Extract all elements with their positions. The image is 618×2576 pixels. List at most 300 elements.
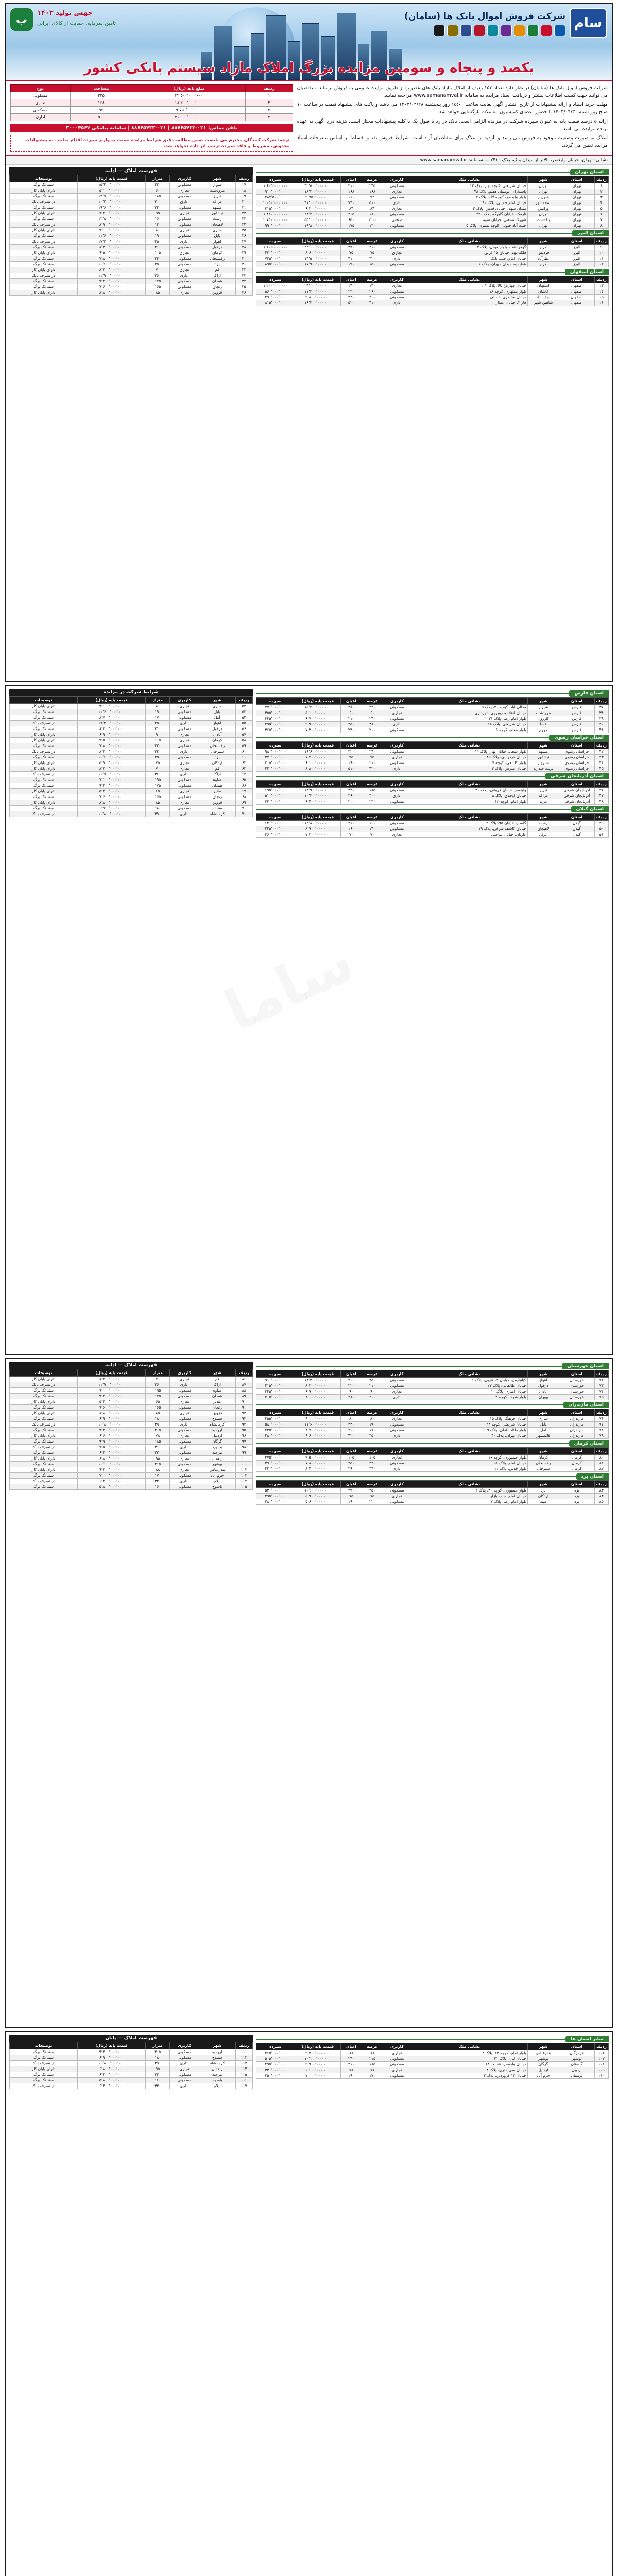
side-property-cell: ۱۰۳ (235, 1473, 252, 1479)
summary-table-header: ردیف (246, 85, 293, 92)
property-cell: تبریز (527, 788, 559, 793)
property-cell: ۱۳۰ (362, 223, 383, 228)
property-cell: گیلان (559, 821, 594, 826)
property-cell: ۲۱۰ (340, 716, 362, 722)
side-property-cell: ۳۲۰ (146, 2083, 170, 2089)
side-property-cell: ۵۵ (235, 721, 252, 726)
side-property-cell: ۱۱٬۹۰۰٬۰۰۰٬۰۰۰ (78, 772, 146, 777)
property-row (256, 749, 608, 755)
property-row (256, 1499, 608, 1505)
property-cell: ۳۶۰٬۰۰۰٬۰۰۰ (256, 832, 295, 838)
property-cell: ۹٬۳۰۰٬۰۰۰٬۰۰۰ (295, 2050, 341, 2056)
property-cell: خیابان شریعتی، کوچه ۲۴ (411, 1422, 527, 1428)
property-cell: کرج (527, 261, 559, 267)
property-cell: ۲۱۰ (362, 760, 383, 766)
property-cell: معالی آباد، کوچه ۲۰، پلاک ۹ (411, 705, 527, 710)
side-property-cell: ۹۰ (146, 732, 170, 738)
region-rule (256, 233, 573, 234)
property-table-header-row (256, 814, 608, 821)
region-rule (256, 1476, 576, 1477)
side-property-cell: کرمان (199, 738, 235, 743)
property-cell: بلوار امام، کوچه ۱۲ (411, 799, 527, 805)
property-cell: ۲۱۰ (362, 1383, 383, 1389)
side-property-cell: ۲۵۰ (146, 755, 170, 760)
property-cell: مسکونی (383, 727, 411, 733)
side-property-cell: ۹۸ (235, 1445, 252, 1450)
property-cell: ۲۵۰ (362, 1488, 383, 1494)
property-cell: ۱۰٬۲۰۰٬۰۰۰٬۰۰۰ (295, 793, 341, 799)
property-row (256, 294, 608, 300)
property-cell: ۲۰۰ (362, 727, 383, 733)
side-property-cell: ۱۰۵ (146, 250, 170, 256)
property-cell: ۸۰ (362, 1416, 383, 1422)
side-property-cell: ۱۷۵ (146, 1394, 170, 1399)
property-cell: ۹٬۹۰۰٬۰۰۰٬۰۰۰ (295, 722, 341, 727)
property-table-header: ردیف (594, 276, 608, 283)
side-property-cell: قم (199, 766, 235, 772)
side-property-cell: سند تک برگ (10, 256, 78, 261)
intro-paragraph: مهلت خرید اسناد و ارائه پیشنهادات از تاریخ انتشار آگهی لغایت ساعت ۱۵:۰۰ روز پنجشنبه ۱۴۰۳/۰۴/۲۸ می باشد و پاکت های پیشنهاد قیمت در ساعت ۱۰ صبح روز شنبه ۱۴۰۳/۰۴/۳۰ با حضور اعضای کمیسیون معاملات بازگشایی خواهد شد. (297, 101, 608, 115)
side-property-cell: سند تک برگ (10, 1405, 78, 1411)
property-cell: ۹ (594, 244, 608, 250)
property-cell: خیابان کاشف شرقی، پلاک ۱۹ (411, 826, 527, 832)
side-property-cell: مسکونی (170, 1394, 199, 1399)
side-property-cell: ۶۵ (146, 1399, 170, 1405)
property-cell: ۳۲۰ (340, 749, 362, 755)
property-cell: مراغه (527, 793, 559, 799)
summary-table-cell: ۱۸٬۲۰۰٬۰۰۰٬۰۰۰ (132, 99, 246, 107)
side-property-cell: ۹۵ (146, 1456, 170, 1462)
side-property-cell: مسکونی (170, 256, 199, 261)
property-cell: ۴۴ (594, 760, 608, 766)
property-table-header: شهر (527, 1481, 559, 1488)
property-cell: ۲۴۵ (362, 183, 383, 189)
side-property-cell: ۸۵ (146, 800, 170, 806)
property-cell: پاسداران، بوستان هفتم، پلاک ۴۸ (411, 189, 527, 194)
property-cell: ۱۷۵ (340, 223, 362, 228)
property-table-header: عرصه (362, 237, 383, 244)
side-property-cell: سند تک برگ (10, 755, 78, 760)
property-table-header: قیمت پایه (ریال) (295, 1481, 341, 1488)
property-cell: ۲۱۰ (362, 244, 383, 250)
side-property-table (9, 1369, 253, 1490)
property-row (256, 1428, 608, 1433)
side-property-row (10, 1382, 253, 1388)
property-table-header: شهر (527, 1370, 559, 1378)
summary-table-cell: ۳ (246, 107, 293, 114)
property-cell: ۵٬۱۰۰٬۰۰۰٬۰۰۰ (295, 710, 341, 716)
side-property-cell: اداری (170, 1479, 199, 1484)
side-property-cell: دارای پایان کار (10, 732, 78, 738)
side-property-cell: زنجان (199, 284, 235, 290)
summary-table-cell: مسکونی (11, 107, 71, 114)
side-property-cell: تجاری (170, 760, 199, 766)
property-table-header: اعیان (340, 237, 362, 244)
side-property-row (10, 290, 253, 295)
property-cell: ۱۶۸ (362, 189, 383, 194)
property-cell: اداری (383, 256, 411, 261)
property-cell: مسکونی (383, 261, 411, 267)
side-property-cell: مسکونی (170, 2072, 199, 2078)
property-cell: ساری (527, 1416, 559, 1422)
property-row (256, 760, 608, 766)
property-table-header: استان (559, 2043, 594, 2050)
property-cell: خراسان رضوی (559, 755, 594, 760)
property-cell: خیابان طالقانی، پلاک ۲۷ (411, 1383, 527, 1389)
side-property-cell: اداری (170, 1382, 199, 1388)
property-row (256, 799, 608, 805)
property-cell: ۴۹۰٬۰۰۰٬۰۰۰ (256, 294, 295, 300)
summary-table-row (11, 92, 293, 99)
side-property-row (10, 1456, 253, 1462)
side-property-cell: سند تک برگ (10, 233, 78, 239)
side-property-cell: دارای پایان کار (10, 760, 78, 766)
side-property-cell: ۸۰ (146, 704, 170, 709)
property-table-header: ردیف (594, 781, 608, 788)
side-property-cell: ۵۹ (235, 743, 252, 749)
property-cell: ۴۲۰٬۰۰۰٬۰۰۰ (256, 1466, 295, 1472)
side-property-cell: سند تک برگ (10, 806, 78, 811)
property-cell: ۱۹۰ (340, 2073, 362, 2079)
property-cell: مازندران (559, 1428, 594, 1433)
side-property-cell: در تصرف بانک (10, 239, 78, 244)
property-cell: ۷٬۰۰۰٬۰۰۰٬۰۰۰ (295, 2073, 341, 2079)
property-cell: ۴۰۵٬۰۰۰٬۰۰۰ (256, 1395, 295, 1400)
property-cell: ۵۱ (594, 832, 608, 838)
side-property-cell: مسکونی (170, 261, 199, 267)
side-property-cell: ۹۹ (235, 1450, 252, 1456)
side-property-cell: ۱۹۵ (146, 1388, 170, 1394)
property-cell: ۴۳۰٬۰۰۰٬۰۰۰ (256, 250, 295, 256)
property-cell: ۷۵ (594, 1395, 608, 1400)
property-table (256, 2043, 609, 2079)
property-cell: ۱۱٬۶۰۰٬۰۰۰٬۰۰۰ (295, 1422, 341, 1428)
side-property-cell: ۵۴ (235, 715, 252, 721)
property-cell: مسکونی (383, 799, 411, 805)
side-property-cell: ۱۱٬۶۰۰٬۰۰۰٬۰۰۰ (78, 233, 146, 239)
side-property-cell: سند تک برگ (10, 2072, 78, 2078)
side-property-cell: ۶٬۴۰۰٬۰۰۰٬۰۰۰ (78, 2072, 146, 2078)
side-property-row (10, 1416, 253, 1422)
property-table-header: عرصه (362, 742, 383, 749)
property-table-header-row (256, 781, 608, 788)
property-cell: ۳۳۰٬۰۰۰٬۰۰۰ (256, 2067, 295, 2073)
side-property-cell: سند تک برگ (10, 1428, 78, 1433)
property-cell: ۱۶۸ (340, 189, 362, 194)
property-cell: ۷۸ (594, 1428, 608, 1433)
side-property-cell: ۹۵ (146, 2066, 170, 2072)
side-property-cell: تجاری (170, 1411, 199, 1416)
side-property-cell: اداری (170, 273, 199, 278)
side-property-cell: ۴۵۰ (146, 239, 170, 244)
side-property-cell: اداری (170, 811, 199, 817)
property-table (256, 697, 609, 733)
property-table-header: قیمت پایه (ریال) (295, 176, 341, 183)
side-property-cell: سند تک برگ (10, 1388, 78, 1394)
side-property-cell: ۷٬۶۰۰٬۰۰۰٬۰۰۰ (78, 1405, 146, 1411)
side-property-cell: ۲۲ (235, 210, 252, 216)
property-cell: فسا (527, 722, 559, 727)
side-property-cell: ۷۵ (146, 760, 170, 766)
side-property-cell: ۶۵ (146, 789, 170, 794)
property-cell: میدان شهدا، خیابان قدس، پلاک ۳ (411, 206, 527, 211)
property-cell: ۹۰ (340, 1389, 362, 1395)
property-cell: ۴۱۰ (362, 300, 383, 306)
side-property-cell: تجاری (170, 789, 199, 794)
side-property-cell: مسکونی (170, 2078, 199, 2083)
property-row (256, 710, 608, 716)
property-cell: عظیمیه، میدان مهران، پلاک ۶ (411, 261, 527, 267)
region-header (256, 1440, 609, 1447)
property-table-header-row (256, 176, 608, 183)
property-cell: مسکونی (383, 705, 411, 710)
property-cell: مسکونی (383, 826, 411, 832)
property-table-header: ردیف (594, 742, 608, 749)
property-table-header: قیمت پایه (ریال) (295, 742, 341, 749)
side-property-cell: ۷۰ (146, 1377, 170, 1382)
property-table (256, 1409, 609, 1439)
side-property-cell: مسکونی (170, 709, 199, 715)
property-cell: ۵٬۶۰۰٬۰۰۰٬۰۰۰ (295, 1499, 341, 1505)
side-property-cell: ۹۴ (235, 1422, 252, 1428)
side-property-cell: ۲۳۰ (146, 743, 170, 749)
region-title: استان تهران (570, 169, 609, 175)
property-cell: تجاری (383, 1494, 411, 1499)
property-cell: ۶ (594, 211, 608, 217)
side-table-header: شهر (199, 175, 235, 182)
side-property-cell: مسکونی (170, 783, 199, 789)
side-property-row (10, 233, 253, 239)
side-property-cell: در تصرف بانک (10, 1479, 78, 1484)
side-property-cell: زاهدان (199, 1456, 235, 1462)
side-property-cell: همدان (199, 278, 235, 284)
side-property-cell: سنندج (199, 2055, 235, 2061)
property-cell: ۱۴۰ (340, 283, 362, 289)
property-row (256, 300, 608, 306)
property-cell: کاشان (527, 289, 559, 294)
property-cell: سبزوار (527, 760, 559, 766)
property-table-header: سپرده (256, 1448, 295, 1455)
property-table-header: ردیف (594, 1481, 608, 1488)
watermark (215, 928, 364, 1044)
property-cell: بلوار کاشفی، کوچه ۷ (411, 760, 527, 766)
property-cell: ۱۹٬۶۰۰٬۰۰۰٬۰۰۰ (295, 749, 341, 755)
side-property-row (10, 1462, 253, 1467)
side-list-title: شرایط شرکت در مزایده (9, 689, 253, 696)
property-cell: ۸۴ (340, 206, 362, 211)
property-cell: مسکونی (383, 2056, 411, 2062)
slogan-title: جهش تولید ۱۴۰۳ (37, 9, 93, 17)
property-table-header: عرصه (362, 1481, 383, 1488)
property-table-header: کاربری (383, 1409, 411, 1416)
side-list-title: فهرست املاک — ادامه (9, 1362, 253, 1369)
property-cell: ۱۰ (594, 250, 608, 256)
side-property-cell: مسکونی (170, 244, 199, 250)
property-cell: ۶٬۶۰۰٬۰۰۰٬۰۰۰ (295, 2067, 341, 2073)
side-property-cell: اراک (199, 772, 235, 777)
property-table-header: قیمت پایه (ریال) (295, 276, 341, 283)
side-property-row (10, 732, 253, 738)
side-property-cell: در تصرف بانک (10, 222, 78, 227)
side-property-cell: مسکونی (170, 1473, 199, 1479)
property-cell: ۴۹ (594, 821, 608, 826)
side-property-cell: ۶٬۹۰۰٬۰۰۰٬۰۰۰ (78, 732, 146, 738)
side-property-row (10, 1405, 253, 1411)
property-row (256, 788, 608, 793)
side-property-cell: ۹٬۵۰۰٬۰۰۰٬۰۰۰ (78, 250, 146, 256)
side-property-cell: ۲۲۰ (146, 2072, 170, 2078)
property-cell: ۳۱۰ (340, 183, 362, 189)
property-cell: ۶۴۰٬۰۰۰٬۰۰۰ (256, 821, 295, 826)
phone-bar: تلفن تماس: ۰۲۱-۸۸۷۶۵۴۳۲ | ۰۲۱-۸۸۷۶۵۴۳۳ | سامانه پیامکی ۳۰۰۰۴۵۶۷ (10, 124, 293, 132)
side-property-cell: ۵٬۲۰۰٬۰۰۰٬۰۰۰ (78, 1399, 146, 1405)
property-table-header: اعیان (340, 1370, 362, 1378)
side-property-cell: ۳۱ (235, 261, 252, 267)
property-row (256, 766, 608, 772)
side-property-row (10, 806, 253, 811)
property-cell: جهرم (527, 727, 559, 733)
property-table-header: قیمت پایه (ریال) (295, 2043, 341, 2050)
property-table (256, 741, 609, 772)
side-property-cell: تجاری (170, 766, 199, 772)
side-property-cell: ۹٬۴۰۰٬۰۰۰٬۰۰۰ (78, 1394, 146, 1399)
property-cell: اداری (383, 722, 411, 727)
property-table-header-row (256, 2043, 608, 2050)
side-property-cell: اداری (170, 721, 199, 726)
side-property-row (10, 1450, 253, 1456)
property-table-header: اعیان (340, 1481, 362, 1488)
summary-table-row (11, 99, 293, 107)
property-table-header: عرصه (362, 2043, 383, 2050)
property-cell: اردکان (527, 1494, 559, 1499)
property-cell: مرودشت (527, 710, 559, 716)
side-property-row (10, 1428, 253, 1433)
property-cell: یزد (559, 1494, 594, 1499)
property-table-header: ردیف (594, 698, 608, 705)
property-row (256, 755, 608, 760)
property-cell: ۱۱ (594, 256, 608, 261)
property-row (256, 1383, 608, 1389)
property-cell: خیابان انقلاب، روبروی شهرداری (411, 710, 527, 716)
property-table-header: کاربری (383, 742, 411, 749)
organization-name: شرکت فروش اموال بانک ها (سامان) (404, 11, 565, 22)
property-cell: ۶۰ (340, 710, 362, 716)
property-cell: ۲۴٬۰۰۰٬۰۰۰٬۰۰۰ (295, 283, 341, 289)
side-property-row (10, 715, 253, 721)
property-cell: ورامین (527, 206, 559, 211)
side-property-cell: ۹۷ (235, 1439, 252, 1445)
property-table-header: ردیف (594, 1370, 608, 1378)
property-cell: ۹٬۹۰۰٬۰۰۰٬۰۰۰ (295, 2062, 341, 2067)
side-property-cell: سند تک برگ (10, 709, 78, 715)
side-property-row (10, 1411, 253, 1416)
property-table-header: استان (559, 814, 594, 821)
property-cell: ۷۰ (362, 832, 383, 838)
side-property-cell: ۷٬۴۰۰٬۰۰۰٬۰۰۰ (78, 210, 146, 216)
side-property-cell: سند تک برگ (10, 777, 78, 783)
property-cell: ۴۵۰ (340, 722, 362, 727)
contact-line: نشانی: تهران، خیابان ولیعصر، بالاتر از میدان ونک، پلاک ۲۴۱۰ — سامانه: www.samanamval.ir (6, 156, 612, 165)
side-property-cell: ۶۰ (146, 188, 170, 193)
property-cell: بلوار امام رضا، پلاک ۷ (411, 1499, 527, 1505)
side-property-cell: ۲۱۵ (146, 1462, 170, 1467)
region-header (256, 230, 609, 236)
property-row (256, 2062, 608, 2067)
side-property-cell: ۲۳ (235, 216, 252, 222)
property-cell: مسکونی (383, 223, 411, 228)
side-property-row (10, 709, 253, 715)
side-property-cell: سند تک برگ (10, 261, 78, 267)
property-cell: مسکونی (383, 821, 411, 826)
property-cell: ۷٬۲۰۰٬۰۰۰٬۰۰۰ (295, 832, 341, 838)
side-property-cell: آمل (199, 715, 235, 721)
side-property-cell: ۳۲۰ (146, 1479, 170, 1484)
property-cell: ۱۹۰ (340, 261, 362, 267)
side-property-cell: دارای پایان کار (10, 267, 78, 273)
property-cell: ۴۹۵٬۰۰۰٬۰۰۰ (256, 722, 295, 727)
property-cell: تجاری (383, 1416, 411, 1422)
property-cell: مسکونی (383, 294, 411, 300)
property-row (256, 194, 608, 200)
side-property-cell: ۲۰۵ (146, 1428, 170, 1433)
property-table-header: شهر (527, 237, 559, 244)
property-cell: مسکونی (383, 194, 411, 200)
side-property-cell: یزد (199, 755, 235, 760)
property-cell: بلوار شهدا، کوچه ۳ (411, 1395, 527, 1400)
side-property-cell: ۱۷٬۲۰۰٬۰۰۰٬۰۰۰ (78, 721, 146, 726)
property-table-header: سپرده (256, 1370, 295, 1378)
property-cell: ۷۷ (594, 1422, 608, 1428)
side-property-cell: ۱۴۰ (146, 222, 170, 227)
side-property-cell: ۱۰۲ (235, 1467, 252, 1473)
property-table-header: سپرده (256, 814, 295, 821)
property-cell: خیابان سی متری، پلاک ۸ (411, 2067, 527, 2073)
property-cell: ۹٬۵۰۰٬۰۰۰٬۰۰۰ (295, 1455, 341, 1461)
side-property-cell: ۱۳٬۹۰۰٬۰۰۰٬۰۰۰ (78, 193, 146, 199)
summary-table-cell: تجاری (11, 99, 71, 107)
property-cell: بندرعباس (527, 2050, 559, 2056)
property-row (256, 1494, 608, 1499)
property-cell: بلوار طالب آملی، پلاک ۹ (411, 1428, 527, 1433)
property-cell: بلوار امام رضا، پلاک ۳۱ (411, 716, 527, 722)
property-table-header: قیمت پایه (ریال) (295, 814, 341, 821)
side-property-cell: ۲۷ (235, 239, 252, 244)
side-list-title: فهرست املاک — پایان (9, 2035, 253, 2042)
side-property-cell: ۱۸۰ (146, 806, 170, 811)
side-property-row (10, 2066, 253, 2072)
listing-section (6, 2032, 612, 2092)
intro-paragraph: املاک به صورت وضعیت موجود به فروش می رسد و بازدید از املاک برای متقاضیان آزاد است. شرایط فروش نقد و اقساط بر اساس مندرجات اسناد مزایده تعیین می گردد. (297, 135, 608, 149)
property-cell: خیابان فردوسی، پلاک ۴۵ (411, 755, 527, 760)
property-cell: تهران (527, 211, 559, 217)
property-table-header-row (256, 276, 608, 283)
property-cell: خیابان تهران، پلاک ۴۰ (411, 1433, 527, 1439)
region-header (256, 735, 609, 741)
side-property-cell: دارای پایان کار (10, 1467, 78, 1473)
property-table-header: استان (559, 698, 594, 705)
property-row (256, 2050, 608, 2056)
side-property-cell: دارای پایان کار (10, 738, 78, 743)
side-property-cell: ارومیه (199, 2049, 235, 2055)
side-property-cell: دزفول (199, 244, 235, 250)
property-cell: آذربایجان شرقی (559, 799, 594, 805)
side-property-row (10, 278, 253, 284)
property-cell: ۲۶۵ (340, 211, 362, 217)
side-property-cell: تجاری (170, 250, 199, 256)
property-table-header: اعیان (340, 698, 362, 705)
property-table-header: ردیف (594, 2043, 608, 2050)
property-table-header: کاربری (383, 2043, 411, 2050)
